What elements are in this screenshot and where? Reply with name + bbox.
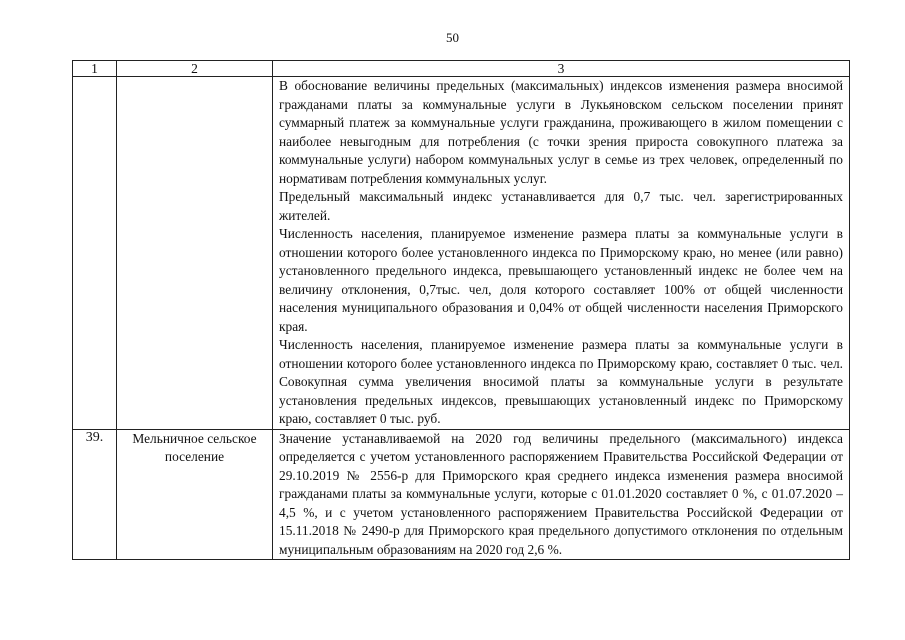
row-description <box>273 429 850 560</box>
header-col-1: 1 <box>73 61 117 77</box>
paragraph: Значение устанавливаемой на 2020 год величины предельного (максимального) индекса определяется с учетом установленного распоряжением Правительства Российской Федерации от 29.10.2019 № 2556-р для Приморского края среднего индекса изменения размера вносимой гражданами платы за коммунальные услуги, которые с 01.01.2020 составляет 0 %, с 01.07.2020 – 4,5 %, и с учетом установленного распоряжением Правительства Российской Федерации от 15.11.2018 № 2490-р для Приморского края предельного допустимого отклонения по отдельным муниципальным образованиям на 2020 год 2,6 %. <box>279 430 843 557</box>
table-row <box>73 77 850 430</box>
paragraph: Численность населения, планируемое изменение размера платы за коммунальные услуги в отношении которого более установленного индекса по Приморскому краю, но менее (или равно) установленного предельного индекса, превышающего установленный индекс не более чем на величину отклонения, 0,7тыс. чел, доля которого составляет 100% от общей численности населения муниципального образования и 0,04% от общей численности населения Приморского края. <box>279 226 843 334</box>
header-col-2: 2 <box>117 61 273 77</box>
paragraph: Предельный максимальный индекс устанавливается для 0,7 тыс. чел. зарегистрированных жителей. <box>279 189 843 223</box>
row-number <box>73 77 117 430</box>
municipality-name: Мельничное сельское поселение <box>117 429 273 560</box>
row-description <box>273 77 850 430</box>
data-table <box>72 60 850 560</box>
table-row <box>73 429 850 560</box>
header-col-3: 3 <box>273 61 850 77</box>
paragraph: В обоснование величины предельных (максимальных) индексов изменения размера вносимой гражданами платы за коммунальные услуги в Лукьяновском сельском поселении принят суммарный платеж за коммунальные услуги гражданина, проживающего в жилом помещении с наиболее невыгодным для потребления (с точки зрения прироста совокупного платежа за коммунальные услуги) набором коммунальных услуг в семье из трех человек, определенный по нормативам потребления коммунальных услуг. <box>279 78 843 186</box>
page-number: 50 <box>446 30 459 45</box>
paragraph: Численность населения, планируемое изменение размера платы за коммунальные услуги в отношении которого более установленного индекса по Приморскому краю, составляет 0 тыс. чел. Совокупная сумма увеличения вносимой платы за коммунальные услуги в результате установления предельных индексов, превышающих установленный индекс по Приморскому краю, составляет 0 тыс. руб. <box>279 337 843 426</box>
row-number: 39. <box>73 429 117 560</box>
municipality-name <box>117 77 273 430</box>
table-header-row <box>73 61 850 77</box>
